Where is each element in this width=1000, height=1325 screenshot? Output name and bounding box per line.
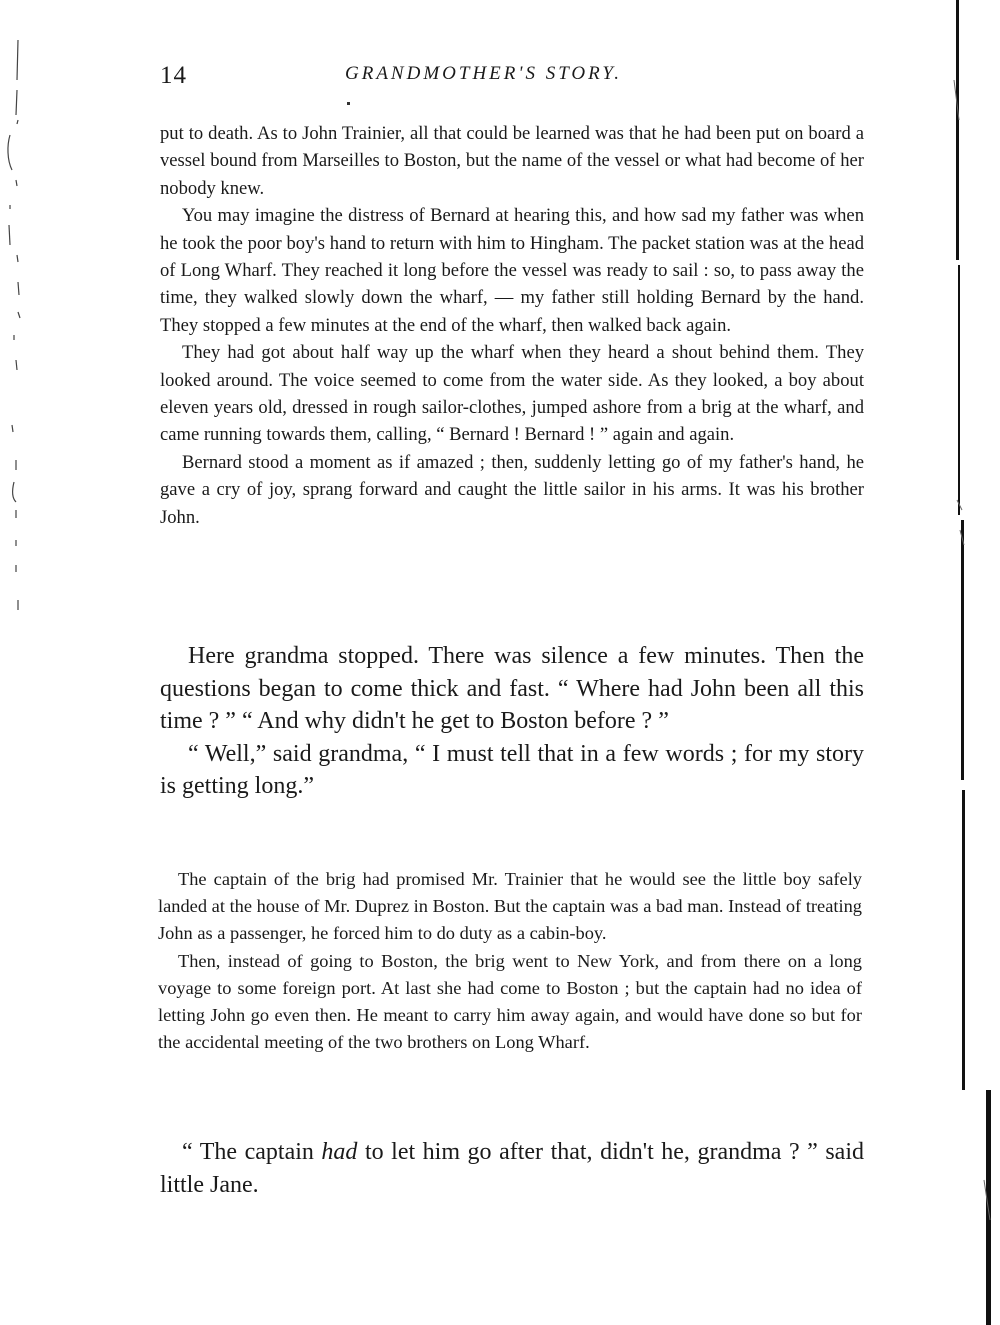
- paragraph: “ Well,” said grandma, “ I must tell that in a few words ; for my story is getting long.”: [160, 740, 864, 799]
- story-block-large-1: [160, 640, 864, 803]
- paragraph: Then, instead of going to Boston, the brig went to New York, and from there on a long voyage to some foreign port. At last she had come to Boston ; but the captain had no idea of letting John go even then. He meant to carry him away again, and would have done so but for the accidental meeting of the two brothers on Long Wharf.: [158, 951, 862, 1052]
- paragraph: put to death. As to John Trainier, all that could be learned was that he had been put on board a vessel bound from Marseilles to Boston, but the name of the vessel or what had become of her nobody knew.: [160, 123, 864, 199]
- page-header: [160, 60, 860, 100]
- running-head: GRANDMOTHER'S STORY.: [345, 63, 622, 84]
- paragraph: Here grandma stopped. There was silence a few minutes. Then the questions began to come thick and fast. “ Where had John been all this time ? ” “ And why didn't he get to Boston before ? ”: [160, 643, 864, 734]
- story-block-small-2: [158, 866, 862, 1056]
- page-number: 14: [160, 62, 187, 89]
- paragraph: You may imagine the distress of Bernard at hearing this, and how sad my father was when he took the poor boy's hand to return with him to Hingham. The packet station was at the head of Long Wharf. They reached it long before the vessel was ready to sail : so, to pass away the time, they walked slowly down the wharf, — my father still holding Bernard by the hand. They stopped a few minutes at the end of the wharf, then walked back again.: [160, 205, 864, 336]
- right-scan-edge: [940, 0, 1000, 1325]
- closing-text-end: to let him go after that, didn't he, grandma ? ” said little Jane.: [160, 1139, 864, 1198]
- paragraph: Bernard stood a moment as if amazed ; then, suddenly letting go of my father's hand, he gave a cry of joy, sprang forward and caught the little sailor in his arms. It was his brother John.: [160, 451, 864, 528]
- paragraph: The captain of the brig had promised Mr. Trainier that he would see the little boy safely landed at the house of Mr. Duprez in Boston. But the captain was a bad man. Instead of treating John as a passenger, he forced him to do duty as a cabin-boy.: [158, 869, 862, 943]
- closing-text-start: “ The captain: [182, 1139, 322, 1165]
- header-dot: [347, 102, 350, 105]
- left-scan-edge: [4, 20, 30, 620]
- closing-emphasis: had: [321, 1139, 358, 1165]
- paragraph: They had got about half way up the wharf when they heard a shout behind them. They looked around. The voice seemed to come from the water side. As they looked, a boy about eleven years old, dressed in rough sailor-clothes, jumped ashore from a brig at the wharf, and came running towards them, calling, “ Bernard ! Bernard ! ” again and again.: [160, 342, 864, 446]
- story-block-large-2: [160, 1136, 864, 1202]
- story-block-small-1: [160, 120, 864, 531]
- closing-paragraph: [160, 1136, 864, 1202]
